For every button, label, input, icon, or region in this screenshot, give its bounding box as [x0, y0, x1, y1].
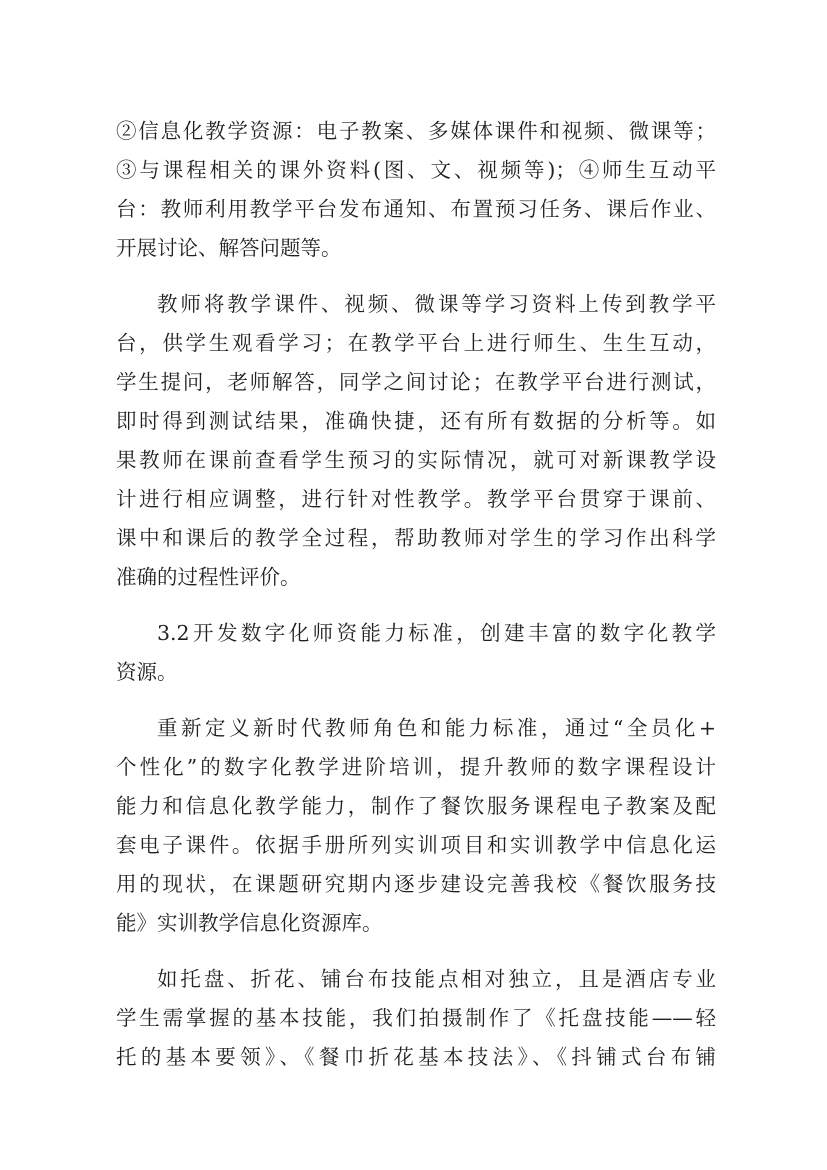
text-line: 即时得到测试结果，准确快捷，还有所有数据的分析等。如	[116, 409, 716, 433]
text-line: 学生提问，老师解答，同学之间讨论；在教学平台进行测试，	[116, 370, 716, 394]
text-line: 用的现状，在课题研究期内逐步建设完善我校《餐饮服务技	[116, 872, 716, 896]
text-line: ③与课程相关的课外资料(图、文、视频等)；④师生互动平	[116, 158, 716, 182]
text-line: 台：教师利用教学平台发布通知、布置预习任务、课后作业、	[116, 197, 716, 221]
text-line: 学生需掌握的基本技能，我们拍摄制作了《托盘技能——轻	[116, 1006, 716, 1030]
text-line: 计进行相应调整，进行针对性教学。教学平台贯穿于课前、	[116, 487, 716, 511]
text-line: 重新定义新时代教师角色和能力标准，通过“全员化+	[157, 716, 716, 740]
body-text	[116, 112, 716, 1077]
text-line: 个性化”的数字化教学进阶培训，提升教师的数字课程设计	[116, 755, 716, 779]
text-line: 套电子课件。依据手册所列实训项目和实训教学中信息化运	[116, 833, 716, 857]
section-heading-line: 资源。	[116, 660, 178, 684]
text-line: 能力和信息化教学能力，制作了餐饮服务课程电子教案及配	[116, 794, 716, 818]
text-line: ②信息化教学资源：电子教案、多媒体课件和视频、微课等；	[116, 119, 716, 143]
text-line: 能》实训教学信息化资源库。	[116, 911, 383, 935]
section-heading-line: 3.2开发数字化师资能力标准，创建丰富的数字化教学	[157, 621, 716, 645]
text-line: 教师将教学课件、视频、微课等学习资料上传到教学平	[157, 292, 716, 316]
text-line: 果教师在课前查看学生预习的实际情况，就可对新课教学设	[116, 448, 716, 472]
text-line: 如托盘、折花、铺台布技能点相对独立，且是酒店专业	[157, 967, 716, 991]
text-line: 准确的过程性评价。	[116, 565, 301, 589]
text-line: 课中和课后的教学全过程，帮助教师对学生的学习作出科学	[116, 526, 716, 550]
text-line: 台，供学生观看学习；在教学平台上进行师生、生生互动，	[116, 331, 716, 355]
text-line: 托的基本要领》、《餐巾折花基本技法》、《抖铺式台布铺	[116, 1045, 716, 1069]
text-line: 开展讨论、解答问题等。	[116, 236, 342, 260]
